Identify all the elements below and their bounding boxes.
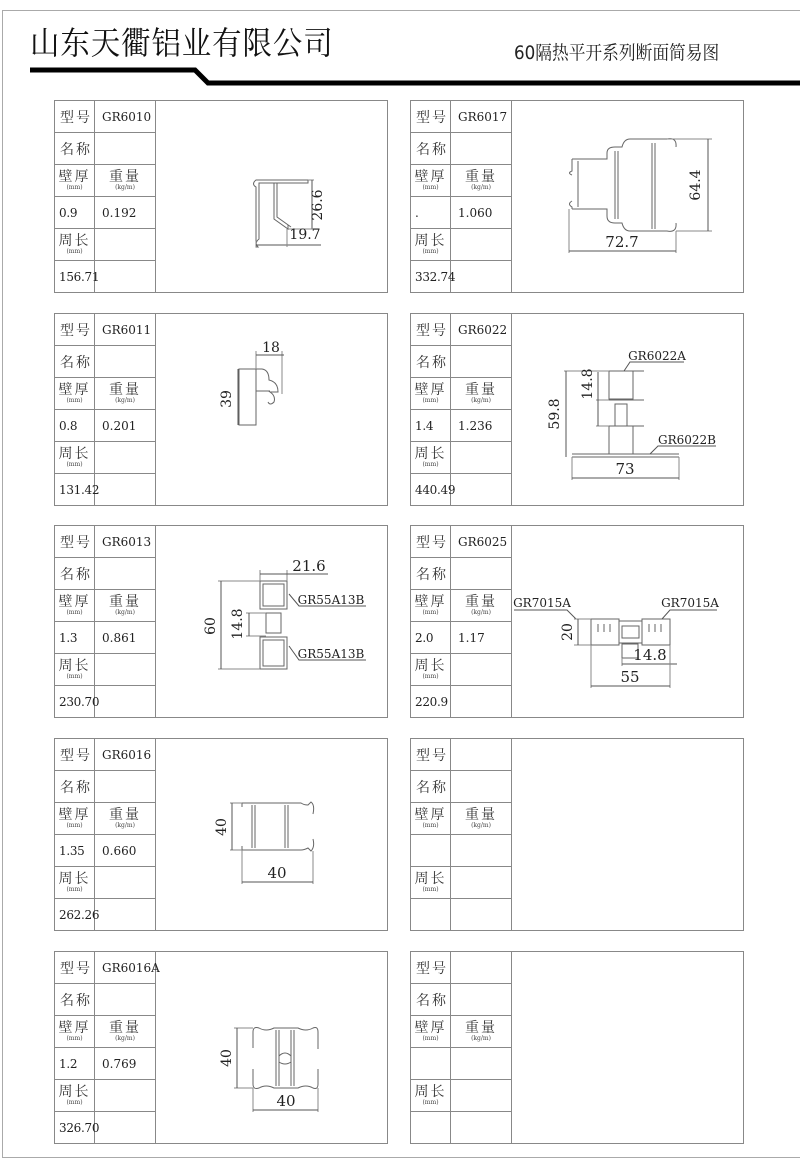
weight-value [451, 410, 512, 442]
weight-label: 重量 (kg/m) [95, 378, 156, 410]
svg-text:60: 60 [203, 617, 219, 635]
name-label: 名称 [411, 558, 451, 590]
svg-text:20: 20 [560, 623, 576, 641]
section-drawing [512, 314, 743, 505]
wall-value [411, 1048, 451, 1080]
wall-text: 1.2 [59, 1056, 78, 1071]
profile-card-gr6011 [54, 313, 388, 506]
svg-text:40: 40 [267, 864, 287, 882]
weight-value [95, 197, 156, 229]
name-label: 名称 [55, 346, 95, 378]
perimeter-label: 周长 (mm) [55, 1080, 95, 1112]
svg-text:40: 40 [214, 818, 230, 836]
perimeter-value [411, 261, 456, 292]
perimeter-value [55, 899, 100, 930]
perimeter-text: 440.49 [415, 482, 456, 497]
weight-text: 0.192 [102, 205, 137, 220]
svg-text:GR6022A: GR6022A [628, 349, 686, 363]
perimeter-label: 周长 (mm) [411, 654, 451, 686]
name-value [95, 133, 156, 165]
profile-card-gr6017 [410, 100, 744, 293]
weight-text: 1.060 [458, 205, 493, 220]
model-label: 型号 [411, 952, 451, 984]
wall-label: 壁厚 (mm) [411, 1016, 451, 1048]
weight-label: 重量 (kg/m) [451, 1016, 512, 1048]
wall-label: 壁厚 (mm) [55, 165, 95, 197]
name-label: 名称 [411, 133, 451, 165]
weight-label: 重量 (kg/m) [451, 590, 512, 622]
wall-label: 壁厚 (mm) [411, 165, 451, 197]
model-text: GR6016A [102, 960, 160, 975]
model-value [451, 739, 512, 771]
perimeter-text: 220.9 [415, 694, 448, 709]
name-value [95, 558, 156, 590]
svg-text:GR55A13B: GR55A13B [297, 647, 365, 661]
model-text: GR6011 [102, 322, 152, 337]
svg-text:73: 73 [615, 460, 635, 478]
spec-table [55, 739, 155, 930]
perimeter-extra [95, 442, 156, 474]
company-name: 山东天衢铝业有限公司 [30, 24, 334, 62]
wall-label: 壁厚 (mm) [55, 803, 95, 835]
weight-value [451, 1048, 512, 1080]
perimeter-value [411, 686, 451, 717]
perimeter-extra [95, 1080, 156, 1112]
weight-text: 0.660 [102, 843, 137, 858]
perimeter-label: 周长 (mm) [411, 1080, 451, 1112]
perimeter-extra-value [95, 1112, 156, 1143]
profile-card-gr6016a [54, 951, 388, 1144]
model-label: 型号 [55, 526, 95, 558]
svg-text:21.6: 21.6 [292, 557, 326, 575]
perimeter-value [411, 474, 456, 505]
weight-text: 0.769 [102, 1056, 137, 1071]
profile-card-gr6013 [54, 525, 388, 718]
profile-card-blank-9 [410, 951, 744, 1144]
perimeter-extra [451, 229, 512, 261]
model-value [95, 739, 156, 771]
wall-label: 壁厚 (mm) [411, 378, 451, 410]
spec-table [55, 314, 155, 505]
spec-table [411, 952, 511, 1143]
spec-table [411, 739, 511, 930]
model-label: 型号 [55, 739, 95, 771]
svg-text:14.8: 14.8 [230, 608, 246, 640]
weight-value [95, 622, 156, 654]
perimeter-label: 周长 (mm) [55, 442, 95, 474]
weight-value [451, 835, 512, 867]
svg-text:14.8: 14.8 [580, 368, 596, 400]
model-value [95, 952, 160, 984]
wall-value [411, 835, 451, 867]
wall-value [411, 622, 451, 654]
spec-table [55, 101, 155, 292]
weight-value [95, 410, 156, 442]
model-label: 型号 [55, 952, 95, 984]
name-label: 名称 [411, 984, 451, 1016]
perimeter-extra-value [451, 261, 512, 292]
wall-value [411, 410, 451, 442]
weight-label: 重量 (kg/m) [95, 803, 156, 835]
perimeter-extra-value [451, 474, 512, 505]
model-text: GR6013 [102, 534, 152, 549]
wall-text: 1.35 [59, 843, 85, 858]
weight-value [451, 622, 512, 654]
section-drawing [156, 314, 387, 505]
svg-text:GR7015A: GR7015A [661, 596, 719, 610]
weight-label: 重量 (kg/m) [451, 378, 512, 410]
profile-card-blank-7 [410, 738, 744, 931]
svg-text:GR7015A: GR7015A [513, 596, 571, 610]
wall-value [55, 197, 95, 229]
perimeter-label: 周长 (mm) [55, 867, 95, 899]
svg-text:18: 18 [262, 340, 280, 356]
perimeter-extra-value [451, 1112, 512, 1143]
wall-value [55, 622, 95, 654]
perimeter-label: 周长 (mm) [411, 229, 451, 261]
name-label: 名称 [55, 558, 95, 590]
wall-value [411, 197, 451, 229]
section-drawing [512, 101, 743, 292]
wall-value [55, 410, 95, 442]
model-value [451, 526, 512, 558]
perimeter-value [55, 261, 100, 292]
perimeter-extra [95, 867, 156, 899]
model-label: 型号 [411, 101, 451, 133]
perimeter-text: 230.70 [59, 694, 100, 709]
name-value [451, 771, 512, 803]
model-text: GR6022 [458, 322, 508, 337]
spec-table [411, 526, 511, 717]
perimeter-text: 332.74 [415, 269, 456, 284]
weight-text: 1.17 [458, 630, 485, 645]
svg-text:GR55A13B: GR55A13B [297, 593, 365, 607]
svg-text:40: 40 [219, 1049, 235, 1067]
svg-text:GR6022B: GR6022B [658, 433, 716, 447]
svg-text:14.8: 14.8 [633, 646, 667, 664]
name-label: 名称 [55, 133, 95, 165]
profile-card-gr6025 [410, 525, 744, 718]
perimeter-extra-value [95, 474, 156, 505]
perimeter-value [411, 899, 451, 930]
model-value [451, 101, 512, 133]
model-value [451, 952, 512, 984]
name-value [95, 771, 156, 803]
model-text: GR6017 [458, 109, 508, 124]
svg-text:72.7: 72.7 [605, 233, 639, 251]
perimeter-label: 周长 (mm) [411, 442, 451, 474]
svg-text:64.4: 64.4 [688, 169, 704, 201]
spec-table [411, 101, 511, 292]
svg-text:59.8: 59.8 [547, 398, 563, 430]
svg-text:55: 55 [620, 668, 640, 686]
perimeter-extra [451, 654, 512, 686]
wall-label: 壁厚 (mm) [411, 803, 451, 835]
weight-label: 重量 (kg/m) [451, 803, 512, 835]
svg-text:39: 39 [219, 390, 235, 408]
section-drawing [156, 526, 387, 717]
section-drawing [156, 739, 387, 930]
name-label: 名称 [411, 346, 451, 378]
weight-text: 0.201 [102, 418, 137, 433]
perimeter-label: 周长 (mm) [55, 654, 95, 686]
perimeter-extra-value [95, 261, 156, 292]
header-rule [0, 60, 800, 90]
weight-value [95, 1048, 156, 1080]
perimeter-extra [95, 654, 156, 686]
wall-value [55, 1048, 95, 1080]
perimeter-extra [95, 229, 156, 261]
wall-text: 1.3 [59, 630, 78, 645]
wall-text: 0.9 [59, 205, 78, 220]
perimeter-text: 262.26 [59, 907, 100, 922]
profile-card-gr6022 [410, 313, 744, 506]
perimeter-text: 326.70 [59, 1120, 100, 1135]
perimeter-extra-value [451, 686, 512, 717]
name-value [451, 558, 512, 590]
weight-value [95, 835, 156, 867]
model-text: GR6010 [102, 109, 152, 124]
weight-label: 重量 (kg/m) [95, 590, 156, 622]
perimeter-value [55, 1112, 100, 1143]
name-label: 名称 [55, 771, 95, 803]
perimeter-extra [451, 1080, 512, 1112]
profile-card-gr6010 [54, 100, 388, 293]
wall-label: 壁厚 (mm) [55, 378, 95, 410]
perimeter-value [55, 474, 100, 505]
model-label: 型号 [411, 739, 451, 771]
name-value [95, 984, 156, 1016]
document-subtitle: 60隔热平开系列断面简易图 [514, 42, 720, 64]
perimeter-extra [451, 442, 512, 474]
perimeter-extra [451, 867, 512, 899]
wall-label: 壁厚 (mm) [55, 590, 95, 622]
perimeter-text: 131.42 [59, 482, 100, 497]
model-value [95, 526, 156, 558]
wall-label: 壁厚 (mm) [411, 590, 451, 622]
svg-text:40: 40 [276, 1092, 296, 1110]
section-drawing [156, 101, 387, 292]
model-text: GR6016 [102, 747, 152, 762]
name-value [95, 346, 156, 378]
weight-text: 0.861 [102, 630, 137, 645]
wall-label: 壁厚 (mm) [55, 1016, 95, 1048]
name-label: 名称 [55, 984, 95, 1016]
perimeter-value [55, 686, 100, 717]
model-label: 型号 [55, 314, 95, 346]
wall-value [55, 835, 95, 867]
weight-label: 重量 (kg/m) [451, 165, 512, 197]
perimeter-extra-value [95, 899, 156, 930]
weight-value [451, 197, 512, 229]
model-value [95, 314, 156, 346]
weight-label: 重量 (kg/m) [95, 165, 156, 197]
section-drawing [512, 952, 743, 1143]
model-value [95, 101, 156, 133]
section-drawing [512, 739, 743, 930]
wall-text: . [415, 205, 419, 220]
name-value [451, 346, 512, 378]
svg-text:19.7: 19.7 [289, 227, 321, 243]
perimeter-label: 周长 (mm) [55, 229, 95, 261]
spec-table [55, 526, 155, 717]
perimeter-extra-value [95, 686, 156, 717]
model-text: GR6025 [458, 534, 508, 549]
perimeter-text: 156.71 [59, 269, 100, 284]
model-value [451, 314, 512, 346]
name-value [451, 133, 512, 165]
name-label: 名称 [411, 771, 451, 803]
spec-table [55, 952, 160, 1143]
name-value [451, 984, 512, 1016]
section-drawing [156, 952, 387, 1143]
perimeter-extra-value [451, 899, 512, 930]
model-label: 型号 [411, 526, 451, 558]
wall-text: 0.8 [59, 418, 78, 433]
wall-text: 1.4 [415, 418, 434, 433]
wall-text: 2.0 [415, 630, 434, 645]
spec-table [411, 314, 511, 505]
weight-label: 重量 (kg/m) [95, 1016, 156, 1048]
svg-text:26.6: 26.6 [310, 189, 326, 221]
perimeter-value [411, 1112, 451, 1143]
section-drawing [512, 526, 743, 717]
perimeter-label: 周长 (mm) [411, 867, 451, 899]
model-label: 型号 [55, 101, 95, 133]
model-label: 型号 [411, 314, 451, 346]
profile-card-gr6016 [54, 738, 388, 931]
weight-text: 1.236 [458, 418, 493, 433]
